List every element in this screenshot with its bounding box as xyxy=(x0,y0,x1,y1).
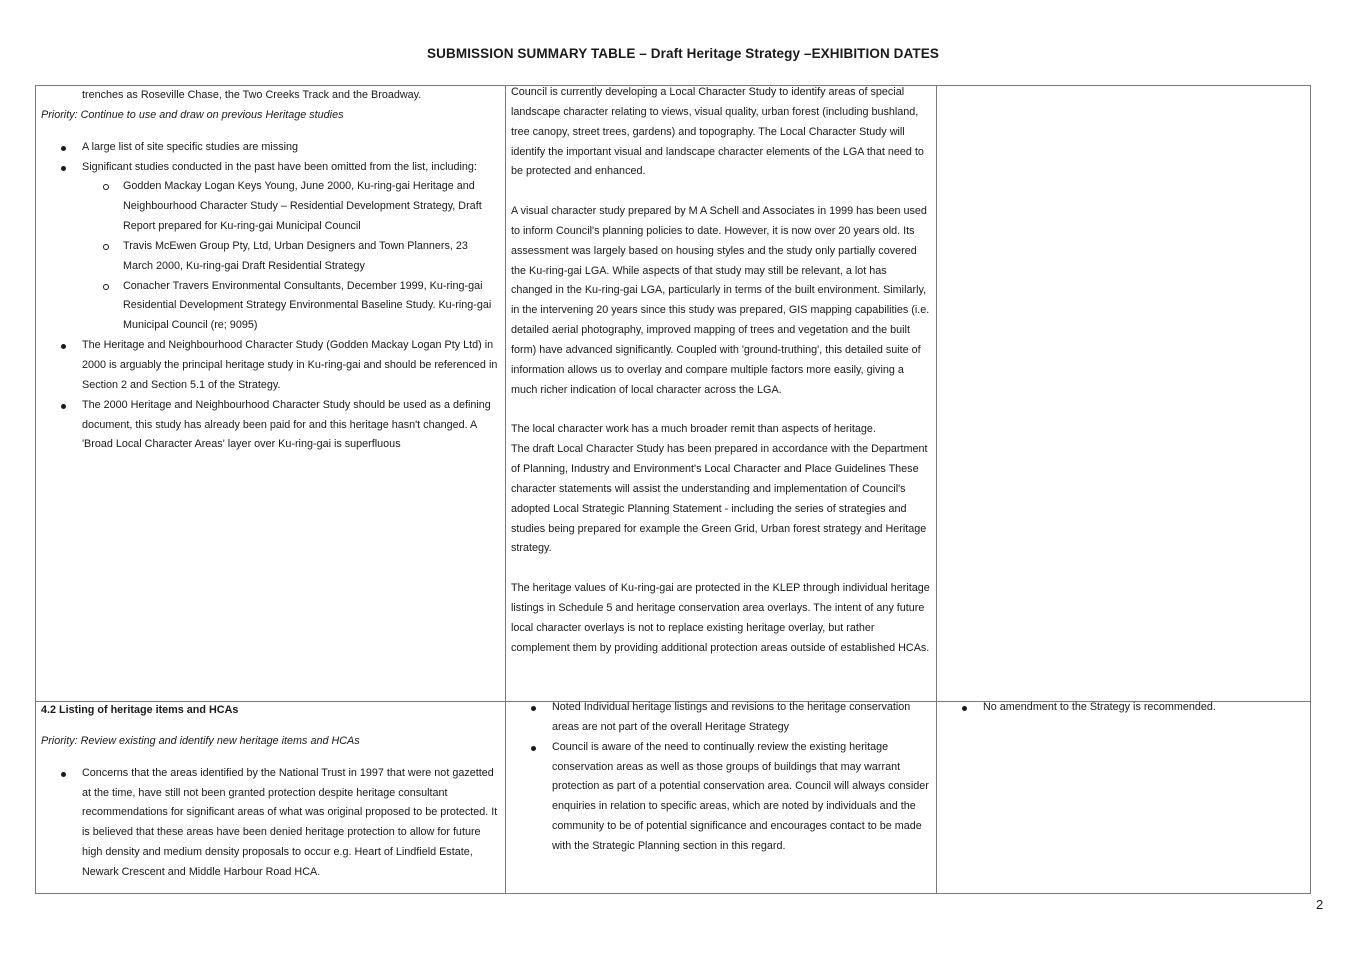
table-row xyxy=(36,701,1310,894)
bullet-icon xyxy=(61,404,66,409)
response-paragraph: The draft Local Character Study has been prepared in accordance with the Department of Planning, Industry and Environment's Local Character and Place Guidelines These character statements will assist the understanding and implementation of Council's adopted Local Strategic Planning Statement - including the series of strategies and studies being prepared for example the Green Grid, Urban forest strategy and Heritage strategy. xyxy=(511,443,928,555)
recommendation-bullets xyxy=(942,701,1305,718)
sub-list-item: Godden Mackay Logan Keys Young, June 2000, Ku-ring-gai Heritage and Neighbourhood Character Study – Residential Development Strategy, Draft Report prepared for Ku-ring-gai Municipal Council xyxy=(82,177,499,237)
bullet-icon xyxy=(61,146,66,151)
table-row xyxy=(36,86,1310,702)
list-item: Council is aware of the need to continually review the existing heritage conservation areas as well as those groups of buildings that may warrant protection as part of a potential conservation area. Council will always consider enquiries in relation to specific areas, which are noted by individuals and the community to be of potential significance and encourages contact to be made with the Strategic Planning section in this regard. xyxy=(511,738,930,857)
submission-summary-table xyxy=(35,85,1311,894)
submission-bullets xyxy=(41,138,499,456)
page-title: SUBMISSION SUMMARY TABLE – Draft Heritage Strategy –EXHIBITION DATES xyxy=(427,46,939,61)
submission-cell xyxy=(36,701,506,894)
list-item: No amendment to the Strategy is recommended. xyxy=(942,701,1305,718)
response-cell xyxy=(506,701,937,894)
bullet-icon xyxy=(531,746,536,751)
bullet-icon xyxy=(61,344,66,349)
bullet-icon xyxy=(61,772,66,777)
response-paragraph: The local character work has a much broader remit than aspects of heritage. xyxy=(511,423,876,436)
submission-bullets xyxy=(41,764,499,883)
submission-cell xyxy=(36,86,506,701)
circle-bullet-icon xyxy=(103,184,109,190)
page-number: 2 xyxy=(1316,897,1324,912)
response-paragraph: Council is currently developing a Local Character Study to identify areas of special landscape character relating to views, visual quality, urban forest (including bushland, tree canopy, street trees, gardens) and topography. The Local Character Study will identify the important visual and landscape character elements of the LGA that need to be protected and enhanced. xyxy=(511,86,924,178)
priority-text: Priority: Review existing and identify new heritage items and HCAs xyxy=(41,734,360,747)
bullet-icon xyxy=(61,166,66,171)
bullet-icon xyxy=(531,706,536,711)
sub-list-item: Conacher Travers Environmental Consultants, December 1999, Ku-ring-gai Residential Development Strategy Environmental Baseline Study. Ku-ring-gai Municipal Council (re; 9095) xyxy=(82,277,499,337)
circle-bullet-icon xyxy=(103,284,109,290)
continuation-text: trenches as Roseville Chase, the Two Creeks Track and the Broadway. xyxy=(82,89,422,101)
response-bullets xyxy=(511,701,930,857)
sub-list-item: Travis McEwen Group Pty, Ltd, Urban Designers and Town Planners, 23 March 2000, Ku-ring-gai Draft Residential Strategy xyxy=(82,237,499,277)
bullet-icon xyxy=(962,706,967,711)
list-item: The Heritage and Neighbourhood Character Study (Godden Mackay Logan Pty Ltd) in 2000 is arguably the principal heritage study in Ku-ring-gai and should be referenced in Section 2 and Section 5.1 of the Strategy. xyxy=(41,336,499,396)
sub-bullets xyxy=(82,177,499,336)
priority-text: Priority: Continue to use and draw on previous Heritage studies xyxy=(41,108,344,121)
section-heading: 4.2 Listing of heritage items and HCAs xyxy=(41,704,239,716)
response-paragraph: The heritage values of Ku-ring-gai are protected in the KLEP through individual heritage listings in Schedule 5 and heritage conservation area overlays. The intent of any future local character overlays is not to replace existing heritage overlay, but rather complement them by providing additional protection areas outside of established HCAs. xyxy=(511,582,930,654)
response-cell xyxy=(506,86,937,701)
list-item: Concerns that the areas identified by the National Trust in 1997 that were not gazetted at the time, have still not been granted protection despite heritage consultant recommendations for significant areas of what was original proposed to be protected. It is believed that these areas have been denied heritage protection to allow for future high density and medium density proposals to occur e.g. Heart of Lindfield Estate, Newark Crescent and Middle Harbour Road HCA. xyxy=(41,764,499,883)
list-item: The 2000 Heritage and Neighbourhood Character Study should be used as a defining document, this study has already been paid for and this heritage hasn't changed. A 'Broad Local Character Areas' layer over Ku-ring-gai is superfluous xyxy=(41,396,499,456)
recommendation-cell xyxy=(937,701,1311,894)
list-item: Significant studies conducted in the past have been omitted from the list, including: Godden Mackay Logan Keys Young, June 2000, Ku-ring-gai Heritage and Neighbourhood Character Study – Residential Development Strategy, Draft Report prepared for Ku-ring-gai Municipal Council Travis McEwen Group Pty, Ltd, Urban Designers and Town Planners, 23 March 2000, Ku-ring-gai Draft Residential Strategy Conacher Travers Environmental Consultants, December 1999, Ku-ring-gai Residential Development Strategy Environmental Baseline Study. Ku-ring-gai Municipal Council (re; 9095) xyxy=(41,158,499,337)
recommendation-cell xyxy=(937,86,1311,701)
response-paragraph: A visual character study prepared by M A Schell and Associates in 1999 has been used to inform Council's planning policies to date. However, it is now over 20 years old. Its assessment was largely based on housing styles and the study only partially covered the Ku-ring-gai LGA. While aspects of that study may still be relevant, a lot has changed in the Ku-ring-gai LGA, particularly in terms of the built environment. Similarly, in the intervening 20 years since this study was prepared, GIS mapping capabilities (i.e. detailed aerial photography, improved mapping of trees and vegetation and the built form) have advanced significantly. Coupled with 'ground-truthing', this detailed suite of information allows us to overlay and compare multiple factors more easily, giving a much richer indication of local character across the LGA. xyxy=(511,205,930,396)
list-item: Noted Individual heritage listings and revisions to the heritage conservation areas are not part of the overall Heritage Strategy xyxy=(511,701,930,738)
circle-bullet-icon xyxy=(103,244,109,250)
list-item: A large list of site specific studies are missing xyxy=(41,138,499,158)
